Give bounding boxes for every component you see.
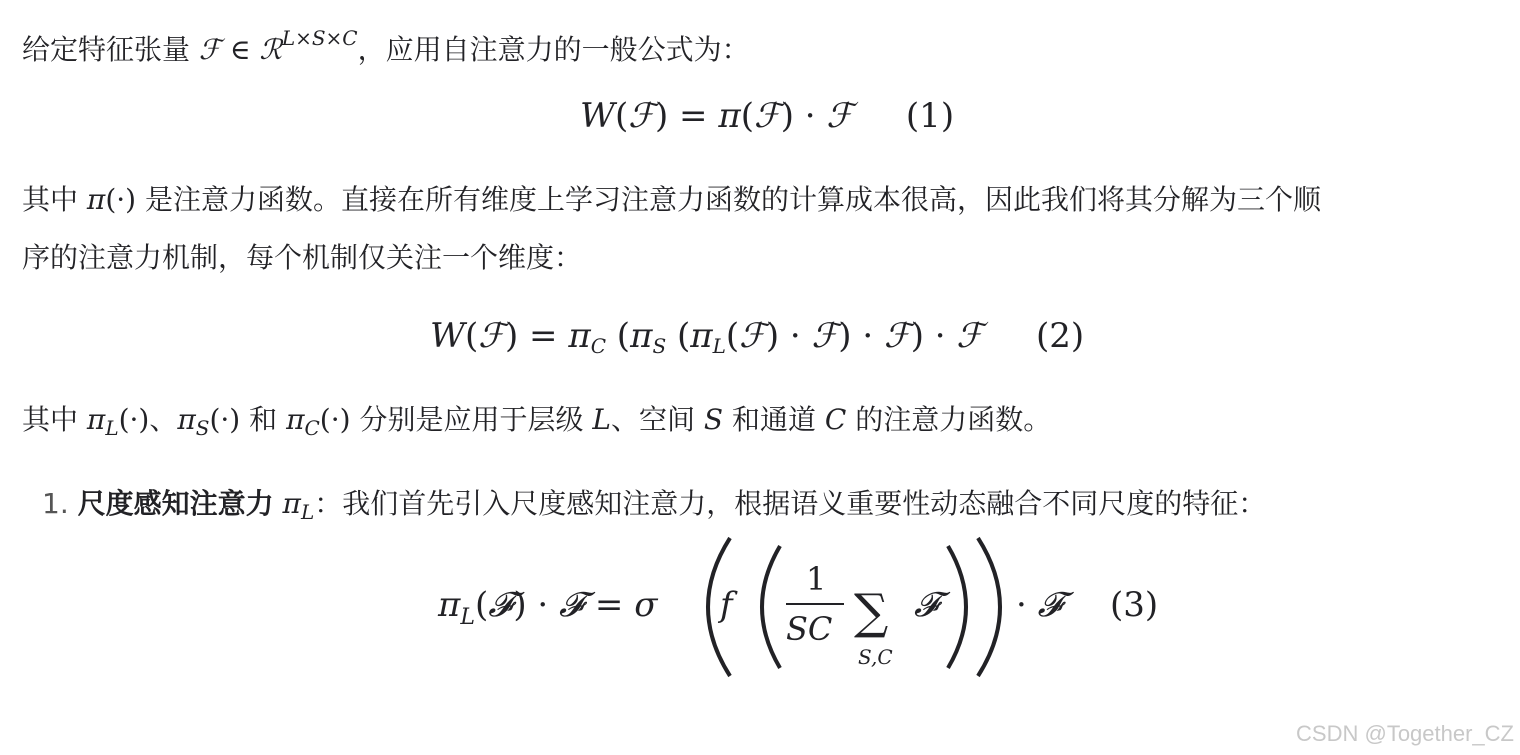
math-l: L: [592, 403, 611, 436]
p3-text-2: 、: [149, 403, 178, 436]
svg-text:∑: ∑: [854, 584, 889, 640]
equation-3: [430, 532, 1190, 682]
intro-prefix: 给定特征张量: [22, 33, 191, 66]
p3-text-3: 和: [249, 403, 278, 436]
equation-1-number: (1): [905, 96, 955, 136]
svg-text:· 𝓕: · 𝓕: [1016, 585, 1063, 625]
list-item-number: 1.: [42, 487, 69, 520]
intro-suffix: ，应用自注意力的一般公式为：: [357, 33, 750, 66]
paragraph-functions: [22, 400, 1051, 448]
paragraph-decomposition-l1: [22, 180, 1321, 220]
math-tensor: ℱ ∈ ℛ$^{L\times S\times C}$: [198, 26, 358, 66]
list-item-title: 尺度感知注意力: [77, 487, 274, 520]
svg-text:SC: SC: [786, 610, 833, 648]
math-pi: π(·): [86, 183, 137, 216]
list-item: [42, 484, 1266, 532]
paragraph-decomposition-l2: [22, 238, 582, 278]
math-pi-l-inline: $\pi_L$: [282, 487, 315, 524]
svg-text:f: f: [720, 585, 733, 625]
watermark: CSDN @Together_CZ: [1296, 721, 1514, 746]
p3-text-4: 分别是应用于层级: [359, 403, 584, 436]
math-pi-l: $\pi_L(\cdot)$: [86, 403, 150, 440]
p3-text-7: 的注意力函数。: [855, 403, 1052, 436]
svg-text:S,C: S,C: [858, 645, 893, 669]
equation-3-number: (3): [1110, 585, 1159, 625]
p2-l2: 序的注意力机制，每个机制仅关注一个维度：: [22, 241, 583, 274]
equation-2: W(ℱ) = $\pi_C$ ($\pi_S$ ($\pi_L(ℱ)$ · ℱ) · ℱ) · ℱ (2): [430, 316, 1085, 358]
p3-text-5: 、空间: [610, 403, 695, 436]
p3-text-1: 其中: [22, 403, 79, 436]
p2-prefix: 其中: [22, 183, 79, 216]
svg-text:1: 1: [806, 560, 827, 598]
p2-l1-suffix: 是注意力函数。直接在所有维度上学习注意力函数的计算成本很高，因此我们将其分解为三个顺: [144, 183, 1321, 216]
svg-text:πL(𝓕) · 𝓕 = σ: $\pi_L(𝓕)$ · 𝓕 = σ: [438, 585, 658, 630]
math-pi-c: $\pi_C(\cdot)$: [286, 403, 351, 440]
p3-text-6: 和通道: [731, 403, 816, 436]
svg-text:𝓕: 𝓕: [914, 585, 940, 625]
math-c: C: [824, 403, 847, 436]
equation-2-number: (2): [1035, 316, 1085, 356]
math-s: S: [703, 403, 724, 436]
list-item-text: ：我们首先引入尺度感知注意力，根据语义重要性动态融合不同尺度的特征：: [314, 487, 1267, 520]
math-pi-s: $\pi_S(\cdot)$: [177, 403, 241, 440]
paragraph-intro: [22, 18, 750, 70]
equation-1: W(ℱ) = π(ℱ) · ℱ (1): [580, 96, 955, 136]
